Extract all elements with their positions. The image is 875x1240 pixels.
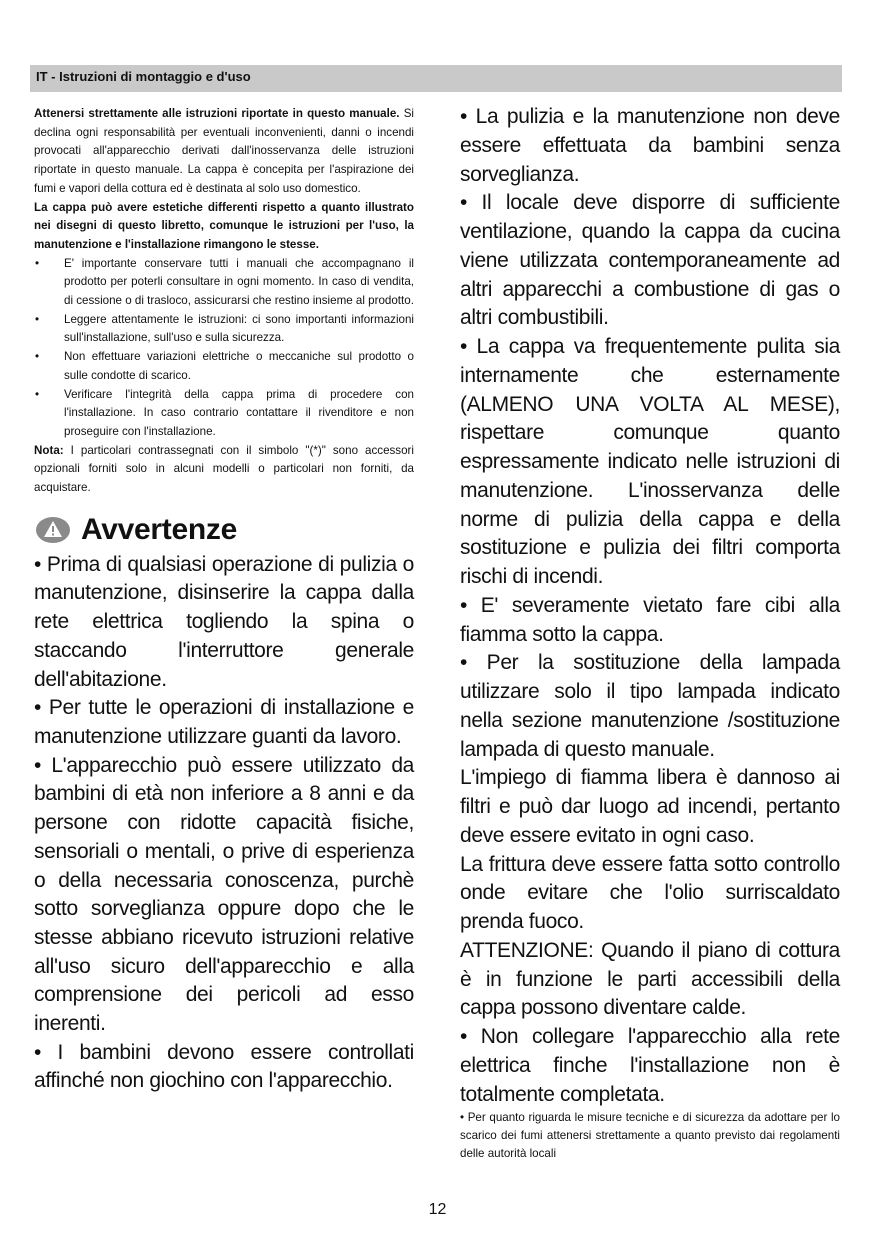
list-item [34,311,414,348]
warning-paragraph: • Il locale deve disporre di sufficiente ventilazione, quando la cappa da cucina viene utilizzata contemporaneamente ad altri apparecchi a combustione di gas o altri combustibili. [460,191,840,330]
right-column [460,103,840,1163]
intro-block [34,105,414,498]
list-item-text: E' importante conservare tutti i manuali che accompagnano il prodotto per poterli consultare in ogni momento. In caso di vendita, di cessione o di trasloco, assicurarsi che restino insieme al prodotto. [64,256,414,308]
page-number: 12 [428,1201,447,1218]
warning-paragraph: • Prima di qualsiasi operazione di pulizia o manutenzione, disinserire la cappa dalla rete elettrica togliendo la spina o staccando l'interruttore generale dell'abitazione. [34,552,414,691]
note-label: Nota: [34,443,64,457]
warning-paragraph: La frittura deve essere fatta sotto controllo onde evitare che l'olio surriscaldato prenda fuoco. [460,852,840,933]
warning-paragraph: • Per la sostituzione della lampada utilizzare solo il tipo lampada indicato nella sezione manutenzione /sostituzione lampada di questo manuale. [460,651,840,761]
section-title: IT - Istruzioni di montaggio e d'uso [36,69,251,84]
intro-p1-text: Si declina ogni responsabilità per eventuali inconvenienti, danni o incendi provocati all'apparecchio derivati dall'inosservanza delle istruzioni riportate in questo manuale. La cappa è concepita per l'aspirazione dei fumi e vapori della cottura ed è destinata al solo uso domestico. [34,107,414,195]
intro-p1-bold: Attenersi strettamente alle istruzioni riportate in questo manuale. [34,107,400,120]
list-item-text: Leggere attentamente le istruzioni: ci sono importanti informazioni sull'installazione, sull'uso e sulla sicurezza. [64,312,414,345]
warnings-title: Avvertenze [81,512,237,546]
list-item-text: Verificare l'integrità della cappa prima di procedere con l'installazione. In caso contrario contattare il rivenditore e non proseguire con l'installazione. [64,387,414,438]
warnings-right-small [460,1109,840,1163]
warning-paragraph: • Non collegare l'apparecchio alla rete elettrica finche l'installazione non è totalmente completata. [460,1025,840,1106]
intro-p2-bold: La cappa può avere estetiche differenti rispetto a quanto illustrato nei disegni di questo libretto, comunque le istruzioni per l'uso, la manutenzione e l'installazione rimangono le stesse. [34,200,414,251]
list-item [34,255,414,311]
list-item-text: Non effettuare variazioni elettriche o meccaniche sul prodotto o sulle condotte di scarico. [64,350,414,382]
warning-paragraph: • L'apparecchio può essere utilizzato da bambini di età non inferiore a 8 anni e da persone con ridotte capacità fisiche, sensoriali o mentali, o prive di esperienza o della necessaria conoscenza, purchè sotto sorveglianza oppure dopo che le stesse abbiano ricevuto istruzioni relative all'uso sicuro dell'apparecchio e alla comprensione dei pericoli ad esso inerenti. [34,753,414,1036]
bullet-dot: • [35,350,40,364]
note-text: I particolari contrassegnati con il simbolo "(*)" sono accessori opzionali forniti solo in alcuni modelli o particolari non forniti, da acquistare. [34,443,414,495]
small-warning-paragraph: • Per quanto riguarda le misure tecniche e di sicurezza da adottare per lo scarico dei fumi attenersi strettamente a quanto previsto dai regolamenti delle autorità locali [460,1111,840,1161]
list-item [34,348,414,385]
bullet-dot: • [35,256,40,270]
warning-paragraph: ATTENZIONE: Quando il piano di cottura è in funzione le parti accessibili della cappa possono diventare calde. [460,938,840,1020]
section-header [30,65,842,92]
warning-paragraph: • La pulizia e la manutenzione non deve essere effettuata da bambini senza sorveglianza. [460,105,840,186]
bullet-dot: • [35,387,40,401]
warning-paragraph: • La cappa va frequentemente pulita sia internamente che esternamente (ALMENO UNA VOLTA AL MESE), rispettare comunque quanto espressamente indicato nelle istruzioni di manutenzione. L'inosservanza delle norme di pulizia della cappa e della sostituzione e pulizia dei filtri comporta rischi di incendi. [460,335,840,588]
bullet-dot: • [35,312,40,326]
warning-icon [35,516,71,544]
warning-paragraph: • I bambini devono essere controllati affinché non giochino con l'apparecchio. [34,1040,414,1093]
warning-paragraph: L'impiego di fiamma libera è dannoso ai filtri e può dar luogo ad incendi, pertanto deve essere evitato in ogni caso. [460,766,840,847]
intro-bullet-list [34,255,414,442]
warning-paragraph: • E' severamente vietato fare cibi alla fiamma sotto la cappa. [460,593,840,646]
note-paragraph [34,442,414,498]
warnings-left-block [34,551,414,1096]
intro-paragraph-2 [34,199,414,255]
warning-paragraph: • Per tutte le operazioni di installazione e manutenzione utilizzare guanti da lavoro. [34,696,414,748]
intro-paragraph-1 [34,105,414,199]
left-column [34,105,414,1096]
warnings-heading [34,513,414,547]
list-item [34,386,414,442]
warnings-right-block [460,103,840,1109]
